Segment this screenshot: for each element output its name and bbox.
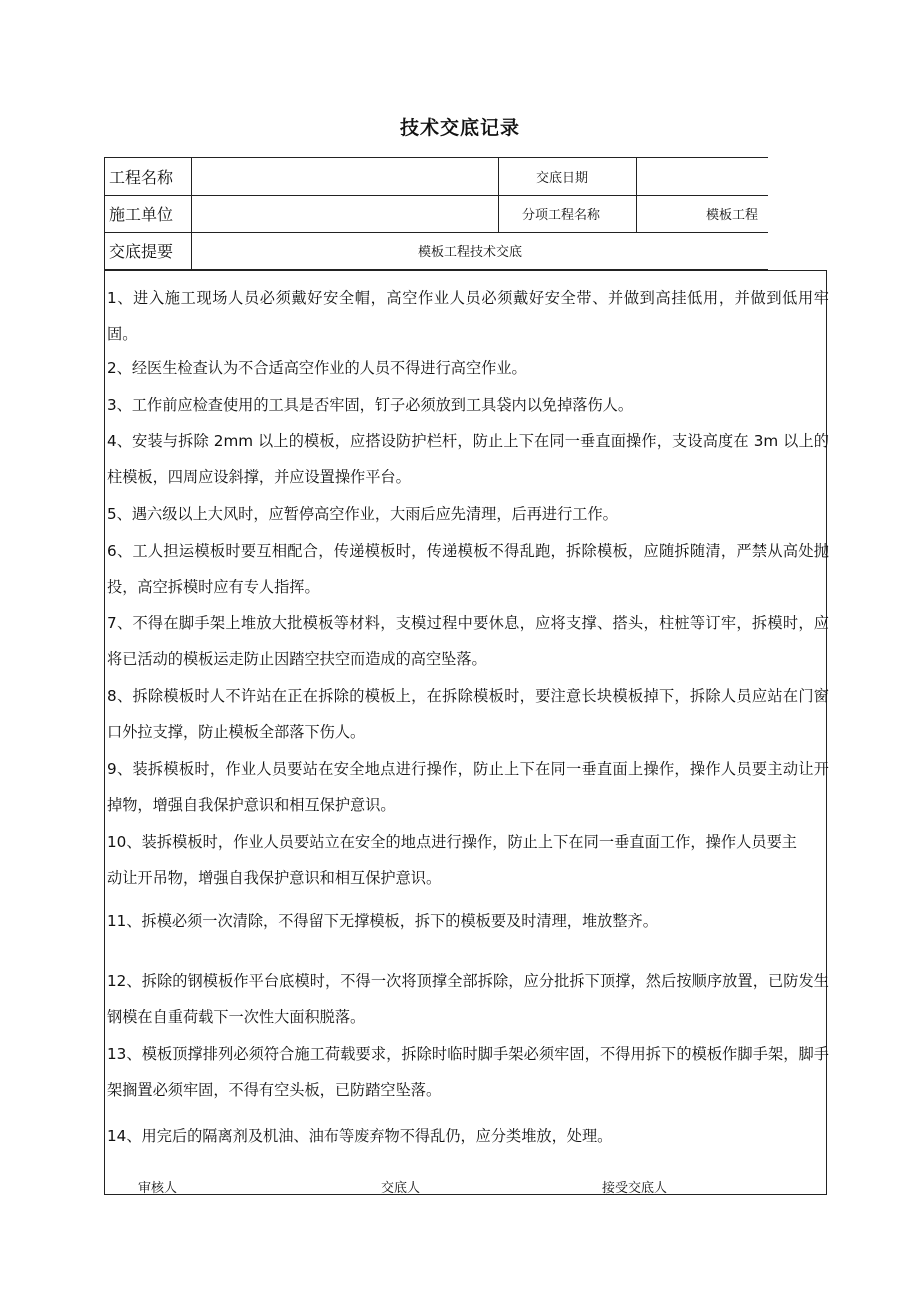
page-title: 技术交底记录	[399, 117, 520, 139]
project-name-value	[198, 157, 493, 195]
reviewer-label: 审核人	[138, 1181, 178, 1196]
content-item: 9、装拆模板时，作业人员要站在安全地点进行操作，防止上下在同一垂直面上操作，操作人员要主动让开掉物，增强自我保护意识和相互保护意识。	[107, 760, 829, 814]
content-item: 13、模板顶撑排列必须符合施工荷载要求，拆除时临时脚手架必须牢固，不得用拆下的模板作脚手架，脚手架搁置必须牢固，不得有空头板，已防踏空坠落。	[107, 1045, 829, 1099]
date-value	[642, 157, 766, 195]
table-rule	[498, 157, 499, 233]
construction-unit-value	[198, 195, 493, 232]
presenter-label: 交底人	[381, 1181, 421, 1196]
content-item: 4、安装与拆除 2mm 以上的模板，应搭设防护栏杆，防止上下在同一垂直面操作，支设高度在 3m 以上的柱模板，四周应设斜撑，并应设置操作平台。	[107, 432, 829, 486]
content-item: 6、工人担运模板时要互相配合，传递模板时，传递模板不得乱跑，拆除模板，应随拆随清，严禁从高处抛投，高空拆模时应有专人指挥。	[107, 542, 829, 596]
content-item: 5、遇六级以上大风时，应暂停高空作业，大雨后应先清理，后再进行工作。	[107, 505, 618, 523]
content-item: 14、用完后的隔离剂及机油、油布等废弃物不得乱仍，应分类堆放，处理。	[107, 1127, 613, 1145]
content-item: 12、拆除的钢模板作平台底模时，不得一次将顶撑全部拆除，应分批拆下顶撑，然后按顺序放置，已防发生钢模在自重荷载下一次性大面积脱落。	[107, 972, 829, 1026]
content-item: 11、拆模必须一次清除，不得留下无撑模板，拆下的模板要及时清理，堆放整齐。	[107, 912, 658, 930]
table-rule	[636, 157, 637, 233]
sub-project-label: 分项工程名称	[522, 208, 601, 223]
summary-label: 交底提要	[109, 242, 174, 261]
content-item: 8、拆除模板时人不许站在正在拆除的模板上，在拆除模板时，要注意长块模板掉下，拆除人员应站在门窗口外拉支撑，防止模板全部落下伤人。	[107, 687, 829, 741]
content-item: 10、装拆模板时，作业人员要站立在安全的地点进行操作，防止上下在同一垂直面工作，操作人员要主动让开吊物，增强自我保护意识和相互保护意识。	[107, 833, 797, 887]
date-label: 交底日期	[536, 170, 589, 186]
sub-project-value: 模板工程	[706, 208, 759, 223]
construction-unit-label: 施工单位	[109, 205, 174, 224]
content-item: 7、不得在脚手架上堆放大批模板等材料，支模过程中要休息，应将支撑、搭头，柱桩等订牢，拆模时，应将已活动的模板运走防止因踏空扶空而造成的高空坠落。	[107, 614, 829, 668]
table-rule	[104, 157, 105, 270]
content-item: 3、工作前应检查使用的工具是否牢固，钉子必须放到工具袋内以免掉落伤人。	[107, 396, 634, 414]
content-item: 1、进入施工现场人员必须戴好安全帽，高空作业人员必须戴好安全带、并做到高挂低用，并做到低用牢固。	[107, 289, 829, 343]
summary-value: 模板工程技术交底	[418, 245, 523, 260]
receiver-label: 接受交底人	[602, 1181, 668, 1196]
content-item: 2、经医生检查认为不合适高空作业的人员不得进行高空作业。	[107, 359, 527, 377]
table-rule	[191, 157, 192, 270]
project-name-label: 工程名称	[109, 167, 174, 187]
